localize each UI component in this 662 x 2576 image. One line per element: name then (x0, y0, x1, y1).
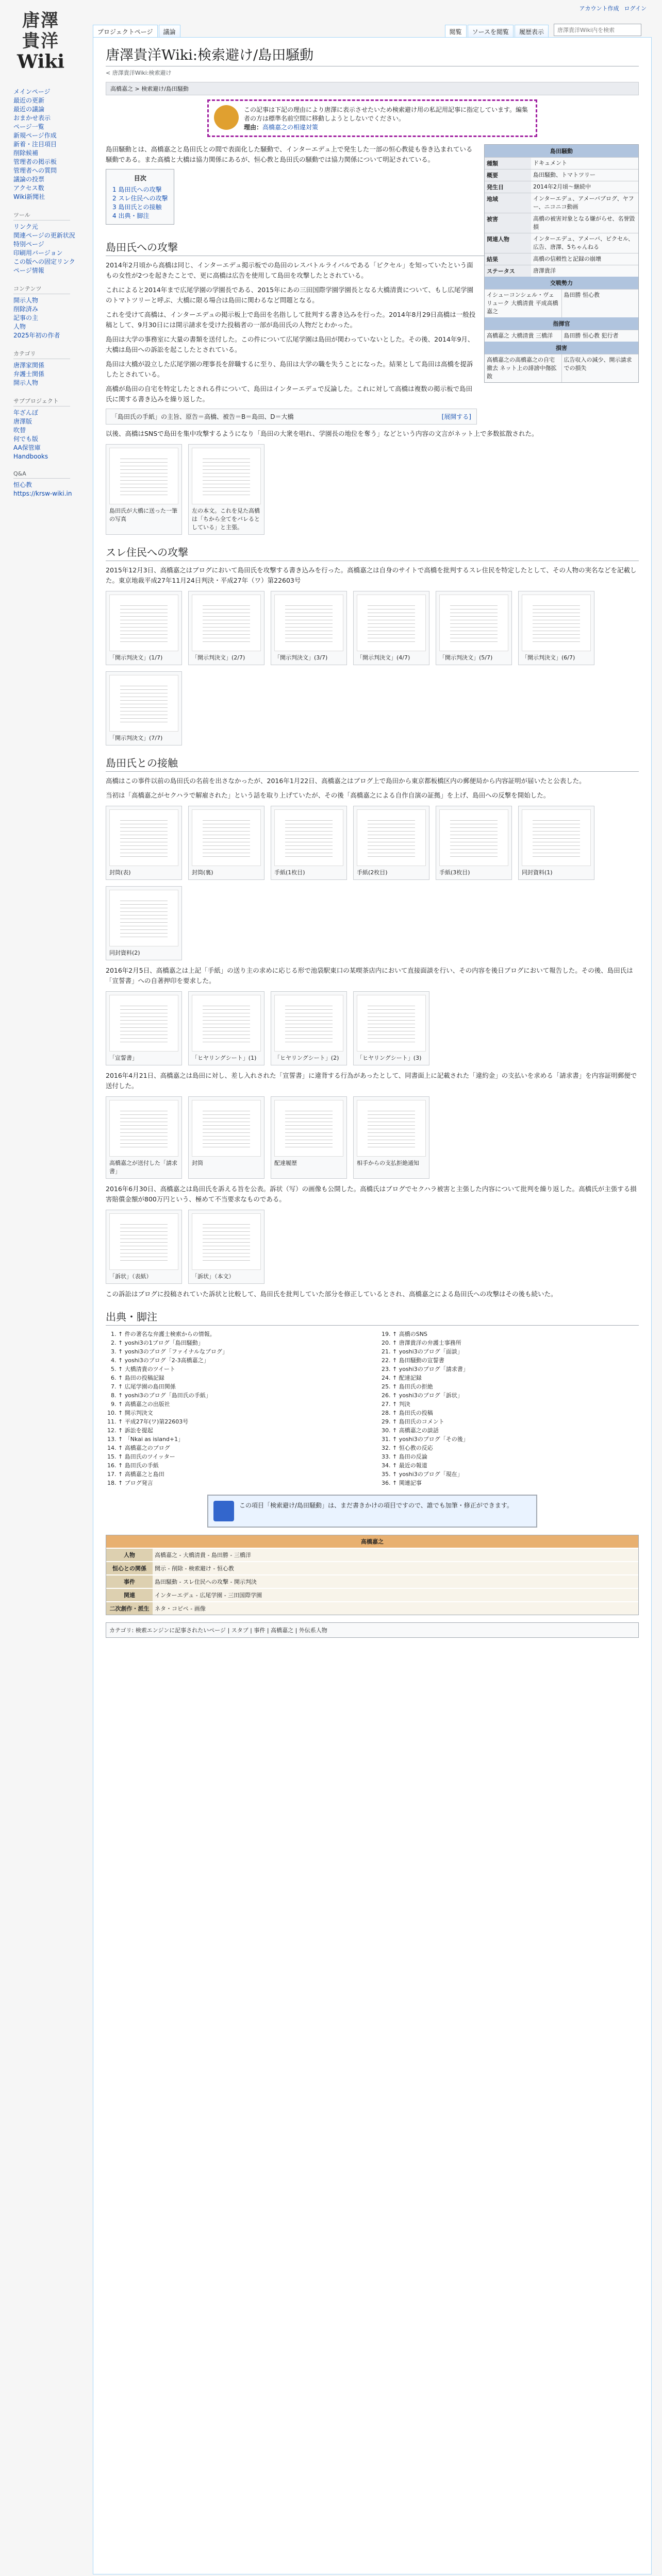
navbox-list[interactable]: 島田騒動 - スレ住民への攻撃 - 開示判決 (153, 1575, 638, 1588)
reference-item: 15. ↑ 島田氏のツイッター (118, 1452, 365, 1461)
reference-item: 24. ↑ 配達記録 (392, 1374, 639, 1382)
section-contact-body (106, 776, 639, 801)
gallery-image[interactable] (192, 595, 261, 651)
navbox-title: 高橋嘉之 (106, 1535, 638, 1548)
sidebar-item[interactable]: 恒心教 (13, 481, 32, 488)
tab-read[interactable]: 閲覧 (445, 25, 467, 38)
navbox-group: 人物 (106, 1549, 153, 1561)
infobox-row (485, 265, 638, 277)
gallery-oath (106, 991, 639, 1065)
contact-paragraph-5: この訴訟はブログに投稿されていた訴状と比較して、島田氏を批判していた部分を修正しているとされ、高橋嘉之による島田氏への攻撃はその後も続いた。 (106, 1290, 557, 1298)
infobox-value: インターエデュ、アメーバ、ピクセル、広告、唐澤、5ちゃんねる (533, 235, 634, 250)
login-link[interactable]: ログイン (624, 5, 647, 12)
sidebar-group (13, 470, 87, 498)
navbox-row (106, 1548, 638, 1561)
infobox-value: 高橋の信頼性と記録の崩壊 (533, 256, 601, 262)
reference-item: 14. ↑ 高橋嘉之のブログ (118, 1444, 365, 1452)
gallery-item[interactable] (188, 591, 264, 665)
contact-paragraph-2: 2016年2月5日、高橋嘉之は上記「手紙」の送り主の求めに応じる形で池袋駅東口の某喫茶店内において直接面談を行い、その内容を後日ブログにおいて報告した。その後、島田氏は「宣誓書」への自著押印を要求した。 (106, 967, 633, 985)
infobox-value: 2014年2月頃～継続中 (533, 183, 591, 190)
sidebar-item[interactable]: 唐澤版 (13, 418, 32, 425)
gallery-image[interactable] (274, 595, 343, 651)
references-list (106, 1330, 639, 1487)
gallery-attack (106, 444, 639, 535)
infobox-key: ステータス (485, 265, 531, 277)
gallery-caption: 高橋嘉之が送付した「請求書」 (109, 1160, 177, 1175)
contact-paragraph-4: 2016年6月30日、高橋嘉之は島田氏を訴える旨を公表。訴状（写）の画像も公開した。高橋氏はブログでセクハラ被害と主張した内容について批判を繰り返した。高橋氏が主張する損害賠償金額が800万円という、極めて不当要求なものである。 (106, 1185, 637, 1203)
gallery-caption: 「訴状」（表紙） (109, 1273, 152, 1280)
reference-item: 18. ↑ ブログ発言 (118, 1479, 365, 1487)
create-account-link[interactable]: アカウント作成 (579, 5, 619, 12)
toc-title: 目次 (134, 175, 146, 182)
reference-item: 30. ↑ 高橋嘉之の談話 (392, 1426, 639, 1435)
gallery-letters (106, 806, 639, 960)
infobox (484, 144, 639, 383)
sidebar-item[interactable]: メインページ (13, 88, 51, 95)
gallery-caption: 「宣誓書」 (109, 1055, 138, 1061)
notice-box (207, 99, 537, 137)
sidebar-item[interactable]: 関連ページの更新状況 (13, 232, 75, 239)
gallery-image[interactable] (109, 995, 178, 1052)
infobox-key: 被害 (485, 213, 531, 233)
gallery-caption: 「開示判決文」(5/7) (439, 654, 493, 661)
sidebar-group (13, 284, 87, 340)
sidebar-item[interactable]: 削除候補 (13, 149, 39, 157)
reference-item: 31. ↑ yoshi3のブログ「その後」 (392, 1435, 639, 1444)
gallery-caption: 「ヒヤリングシート」(1) (192, 1055, 257, 1061)
navbox-group: 恒心との関係 (106, 1562, 153, 1574)
sidebar-item[interactable]: 年ざんぼ (13, 409, 39, 416)
infobox-value: 広告収入の減少、開示請求での損失 (561, 354, 639, 382)
gallery-invoice (106, 1096, 639, 1179)
view-tabs (445, 25, 549, 38)
gallery-image[interactable] (109, 448, 178, 504)
infobox-key: 発生日 (485, 181, 531, 193)
gallery-item[interactable] (271, 591, 347, 665)
notice-text: この記事は下記の理由により唐澤に表示させたいため検索避け用の私記用記事に指定しています。編集者の方は標準名前空間に移動しようとしないでください。 (244, 106, 528, 122)
infobox-value: ドキュメント (533, 160, 567, 166)
gallery-caption: 「開示判決文」(7/7) (109, 735, 163, 741)
gallery-caption: 相手からの支払拒絶通知 (357, 1160, 419, 1166)
logo-line2: 貴洋 (22, 31, 59, 52)
warning-icon (214, 105, 239, 130)
gallery-image[interactable] (274, 995, 343, 1052)
sidebar-item[interactable]: 印刷用バージョン (13, 249, 63, 257)
gallery-image[interactable] (439, 809, 508, 866)
stub-text: この項目「検索避け/島田騒動」は、まだ書きかけの項目ですので、誰でも加筆・修正ができます。 (239, 1502, 513, 1509)
reference-item: 20. ↑ 唐澤貴洋の弁護士事務所 (392, 1338, 639, 1347)
navbox-row (106, 1588, 638, 1601)
sidebar-item[interactable]: Wiki新聞社 (13, 193, 45, 200)
logo-line1: 唐澤 (22, 10, 59, 31)
reference-item: 36. ↑ 関連記事 (392, 1479, 639, 1487)
reference-item: 9. ↑ 高橋嘉之の出版社 (118, 1400, 365, 1409)
reference-item: 5. ↑ 大橋清貴のツイート (118, 1365, 365, 1374)
reference-item: 12. ↑ 訴訟を提起 (118, 1426, 365, 1435)
sidebar-item[interactable]: 何でも版 (13, 435, 39, 443)
navbox-group: 関連 (106, 1589, 153, 1601)
sidebar-item[interactable]: 特別ページ (13, 241, 44, 248)
navbox-list[interactable]: 開示 - 削除 - 検索避け - 恒心教 (153, 1562, 638, 1574)
reference-item: 25. ↑ 島田氏の拒絶 (392, 1382, 639, 1391)
gallery-caption: 封筒(裏) (192, 869, 213, 876)
reference-item: 29. ↑ 島田氏のコメント (392, 1417, 639, 1426)
gallery-image[interactable] (522, 595, 591, 651)
stub-notice (207, 1495, 537, 1528)
tab-view-source[interactable]: ソースを閲覧 (468, 25, 514, 38)
gallery-image[interactable] (192, 809, 261, 866)
gallery-item[interactable] (271, 1096, 347, 1179)
gallery-item[interactable] (188, 806, 264, 880)
sidebar-item[interactable]: この版への固定リンク (13, 258, 75, 265)
infobox-key: 結果 (485, 253, 531, 265)
gallery-item[interactable] (106, 444, 182, 535)
sidebar-item[interactable]: 開示人物 (13, 379, 39, 386)
infobox-value: 高橋嘉之 大橋清貴 三橋洋 (487, 332, 553, 339)
sidebar (0, 88, 87, 507)
gallery-image[interactable] (274, 1100, 343, 1157)
gallery-image[interactable] (357, 995, 426, 1052)
infobox-value: イシューコンシェル・ヴェリューク 大橋清貴 平成高橋嘉之 (487, 292, 558, 315)
gallery-item[interactable] (436, 591, 512, 665)
sidebar-item[interactable]: 削除済み (13, 306, 39, 313)
gallery-caption: 左の本文。これを見た高橋は「ちから全てをバレるとしている」と主張。 (192, 507, 260, 531)
section-heading-sure: スレ住民への攻撃 (106, 544, 639, 561)
sidebar-item[interactable]: 唐澤家関係 (13, 362, 45, 369)
reference-item: 23. ↑ yoshi3のブログ「請求書」 (392, 1365, 639, 1374)
gallery-caption: 「開示判決文」(6/7) (522, 654, 575, 661)
reference-item: 13. ↑ 「Nkai as island+1」 (118, 1435, 365, 1444)
navbox-group: 事件 (106, 1575, 153, 1588)
gallery-item[interactable] (106, 591, 182, 665)
navbox-row (106, 1601, 638, 1615)
breadcrumb: 高橋嘉之 > 検索避け/島田騒動 (106, 82, 639, 95)
reference-item: 28. ↑ 島田氏の投稿 (392, 1409, 639, 1417)
reference-item: 32. ↑ 恒心教の反応 (392, 1444, 639, 1452)
gallery-image[interactable] (109, 675, 178, 732)
sidebar-item[interactable]: 新規ページ作成 (13, 132, 57, 139)
gallery-item[interactable] (106, 991, 182, 1065)
reference-item: 8. ↑ yoshi3のブログ「島田氏の手紙」 (118, 1391, 365, 1400)
paragraph: 高橋はこの事件以前の島田氏の名前を出さなかったが、2016年1月22日、高橋嘉之はブログ上で島田から東京都板橋区内の郵便局から内容証明が届いたと公表した。 (106, 777, 586, 785)
infobox-row (485, 213, 638, 233)
page-subtitle[interactable]: < 唐澤貴洋Wiki:検索避け (106, 70, 172, 76)
toc-item[interactable]: 1 島田氏への攻撃 (112, 186, 162, 193)
paragraph: 島田は大学の事務室に大量の書類を送付した。この件について広尾学園は島田が関わっていないとした。その後、2014年9月、大橋は島田への訴訟を起こしたとされている。 (106, 335, 474, 353)
personal-tools (580, 4, 647, 12)
gallery-image[interactable] (109, 809, 178, 866)
reference-item: 10. ↑ 開示判決文 (118, 1409, 365, 1417)
gallery-item[interactable] (271, 806, 347, 880)
navbox (106, 1535, 639, 1615)
reference-item: 6. ↑ 島田の投稿記録 (118, 1374, 365, 1382)
gallery-image[interactable] (357, 809, 426, 866)
infobox-title: 島田騒動 (485, 145, 638, 157)
gallery-image[interactable] (109, 890, 178, 946)
category-links[interactable]: カテゴリ: 検索エンジンに記事されたいページ | スタブ | 事件 | 高橋嘉之 | 外伝系人物 (106, 1622, 639, 1638)
section-heading-attack: 島田氏への攻撃 (106, 239, 639, 256)
sidebar-item[interactable]: 新着・注目項目 (13, 141, 57, 148)
sidebar-item[interactable]: アクセス数 (13, 184, 44, 192)
infobox-row (485, 289, 638, 317)
gallery-caption: 「開示判決文」(4/7) (357, 654, 410, 661)
sidebar-group-heading: コンテンツ (13, 284, 70, 294)
gallery-caption: 「開示判決文」(2/7) (192, 654, 245, 661)
gallery-caption: 「開示判決文」(1/7) (109, 654, 163, 661)
navbox-row (106, 1561, 638, 1574)
sidebar-item[interactable]: 記事の主 (13, 314, 39, 321)
sidebar-item[interactable]: 議論の投票 (13, 176, 45, 183)
section-heading-contact: 島田氏との接触 (106, 755, 639, 772)
gallery-caption: 封筒 (192, 1160, 203, 1166)
gallery-image[interactable] (192, 1213, 261, 1270)
infobox-value: インターエデュ、アメーバブログ、ヤフー、ニコニコ動画 (533, 195, 634, 210)
gallery-image[interactable] (192, 1100, 261, 1157)
infobox-row (485, 193, 638, 213)
paragraph: 島田は大橋が設立した広尾学園の理事長を辞職するに至り、島田は大学の職を失うことになった。結果として島田は高橋を提訴したとされている。 (106, 360, 473, 378)
sure-paragraph: 2015年12月3日、高橋嘉之はブログにおいて島田氏を攻撃する書き込みを行った。高橋嘉之は自身のサイトで高橋を批判するスレ住民を特定したとして、その人物の実名などを記載した。東京地裁平成27年11月24日判決・平成27年（ワ）第22603号 (106, 566, 637, 584)
gallery-item[interactable] (518, 806, 594, 880)
sidebar-item[interactable]: 2025年初の作者 (13, 332, 60, 339)
namespace-tabs (93, 25, 180, 38)
paragraph: これによると2014年まで広尾学園の学園長である、2015年にあの三田国際学園学園長となる大橋清貴について、もし広尾学園のトマトツリーと呼ぶ、大橋に限る場合は島田に関わるなど問題となる。 (106, 286, 474, 304)
gallery-item[interactable] (353, 991, 429, 1065)
site-logo[interactable] (7, 5, 74, 77)
sidebar-item[interactable]: AA保管庫 (13, 444, 41, 451)
infobox-row (485, 169, 638, 181)
gallery-item[interactable] (188, 1210, 264, 1284)
sidebar-group (13, 211, 87, 275)
gallery-caption: 手紙(3枚目) (439, 869, 470, 876)
gallery-caption: 同封資料(1) (522, 869, 553, 876)
infobox-value: 高橋嘉之の高橋嘉之の自宅撤去 ネット上の誹謗中傷拡散 (487, 357, 557, 380)
gallery-item[interactable] (188, 1096, 264, 1179)
reference-item: 33. ↑ 島田の反論 (392, 1452, 639, 1461)
reference-item: 27. ↑ 判決 (392, 1400, 639, 1409)
intro-paragraph: 島田騒動とは、高橋嘉之と島田氏との間で表面化した騒動で、インターエデュ上で発生した一部の恒心教徒も巻き込まれている騒動である。また高橋と大橋は協力関係にあるが、恒心教と島田氏の騒動では協力関係について明記されている。 (106, 145, 473, 163)
infobox-value: 島田騒動、トマトツリー (533, 172, 595, 178)
infobox-section-heading: 指揮官 (485, 317, 638, 330)
infobox-row (485, 354, 638, 382)
sidebar-item[interactable]: 人物 (13, 323, 26, 330)
table-of-contents (106, 169, 174, 225)
gallery-image[interactable] (357, 595, 426, 651)
gallery-image[interactable] (109, 1100, 178, 1157)
expand-toggle[interactable]: [展開する] (441, 413, 471, 420)
infobox-section-heading: 損害 (485, 342, 638, 354)
infobox-value: 唐澤貴洋 (533, 267, 556, 274)
gallery-item[interactable] (188, 444, 264, 535)
quote-text: 「島田氏の手紙」の主旨、原告＝高橋、被告＝B＝島田、D＝大橋 (111, 413, 294, 420)
sidebar-item[interactable]: おまかせ表示 (13, 114, 51, 122)
contact-paragraph-3: 2016年4月21日、高橋嘉之は島田に対し、差し入れされた「宣誓書」に違背する行為があったとして、同書面上に記載された「違約金」の支払いを求める「請求書」を内容証明郵便で送付した。 (106, 1072, 637, 1090)
reference-item: 35. ↑ yoshi3のブログ「現在」 (392, 1470, 639, 1479)
sidebar-item[interactable]: 最近の議論 (13, 106, 45, 113)
main-content (93, 37, 652, 2574)
gallery-caption: 配達履歴 (274, 1160, 297, 1166)
gallery-image[interactable] (109, 595, 178, 651)
gallery-item[interactable] (271, 991, 347, 1065)
gallery-caption: 「ヒヤリングシート」(3) (357, 1055, 422, 1061)
gallery-image[interactable] (109, 1213, 178, 1270)
tab-project[interactable]: プロジェクトページ (93, 25, 158, 38)
gallery-caption: 「訴状」（本文） (192, 1273, 235, 1280)
sidebar-group (13, 349, 87, 387)
gallery-item[interactable] (106, 806, 182, 880)
reference-item: 1. ↑ 件の著名な弁護士検索からの情報。 (118, 1330, 365, 1338)
paragraph: 当初は「高橋嘉之がセクハラで解雇された」という話を取り上げていたが、その後「高橋嘉之による自作自演の証拠」を上げ、島田への反撃を開始した。 (106, 791, 550, 799)
infobox-key: 種類 (485, 158, 531, 169)
gallery-caption: 封筒(表) (109, 869, 131, 876)
reference-item: 3. ↑ yoshi3のブログ「ファイナルなブログ」 (118, 1347, 365, 1356)
infobox-row (485, 157, 638, 169)
notice-reason[interactable]: 高橋嘉之の相違対策 (262, 124, 319, 131)
gallery-item[interactable] (353, 806, 429, 880)
reference-item: 11. ↑ 平成27年(ワ)第22603号 (118, 1417, 365, 1426)
gallery-item[interactable] (353, 1096, 429, 1179)
navbox-list[interactable]: 高橋嘉之 - 大橋清貴 - 島田勝 - 三橋洋 (153, 1549, 638, 1561)
paragraph: 2014年2月頃から高橋は同じ、インターエデュ掲示板での島田のレスバトルライバルである「ピクセル」を知っていたという面もの女性が2つを起きたことで、更に高橋は広告を使用して島田を攻撃したとされている。 (106, 261, 473, 279)
sidebar-group-heading: サブプロジェクト (13, 397, 70, 406)
navbox-row (106, 1574, 638, 1588)
infobox-key: 関連人物 (485, 233, 531, 253)
gallery-caption: 同封資料(2) (109, 950, 140, 956)
gallery-image[interactable] (192, 995, 261, 1052)
gallery-caption: 「ヒヤリングシート」(2) (274, 1055, 339, 1061)
section-heading-refs: 出典・脚注 (106, 1309, 639, 1326)
quote-box (106, 409, 477, 425)
reference-item: 7. ↑ 広尾学園の島田関係 (118, 1382, 365, 1391)
gallery-item[interactable] (436, 806, 512, 880)
sidebar-item[interactable]: 弁護士関係 (13, 370, 45, 378)
reference-item: 17. ↑ 高橋嘉之と島田 (118, 1470, 365, 1479)
infobox-row (485, 233, 638, 253)
toc-item[interactable]: 4 出典・脚注 (112, 212, 150, 219)
sidebar-item[interactable]: https://krsw-wiki.in (13, 490, 72, 497)
navbox-list[interactable]: ネタ・コピペ - 画像 (153, 1602, 638, 1615)
pencil-icon (213, 1501, 234, 1521)
gallery-item[interactable] (188, 991, 264, 1065)
sidebar-item[interactable]: 最近の更新 (13, 97, 45, 104)
infobox-key: 概要 (485, 170, 531, 181)
toc-item[interactable]: 3 島田氏との接触 (112, 204, 162, 211)
gallery-image[interactable] (357, 1100, 426, 1157)
gallery-item[interactable] (106, 886, 182, 960)
gallery-image[interactable] (192, 448, 261, 504)
gallery-item[interactable] (106, 671, 182, 745)
gallery-caption: 「開示判決文」(3/7) (274, 654, 328, 661)
paragraph: これを受けて高橋は、インターエデュの掲示板上で島田を名指しして批判する書き込みを行った。2014年8月29日高橋は一般投稿として、9月30日には開示請求を受けた投稿者の一部が島田氏の人物だとわかった。 (106, 311, 476, 329)
notice-reason-label: 理由： (244, 124, 263, 131)
reference-item: 26. ↑ yoshi3のブログ「訴状」 (392, 1391, 639, 1400)
gallery-item[interactable] (106, 1210, 182, 1284)
infobox-value: 島田勝 恒心教 (561, 290, 639, 317)
attack-paragraph-2: 以後、高橋はSNSで島田を集中攻撃するようになり「島田の大衆を唱れ、学園長の地位を奪う」などという内容の文言がネット上で多数拡散された。 (106, 430, 538, 437)
gallery-complaint (106, 1210, 639, 1284)
sidebar-item[interactable]: リンク元 (13, 223, 38, 230)
reference-item: 19. ↑ 高橋のSNS (392, 1330, 639, 1338)
tab-talk[interactable]: 議論 (159, 25, 180, 38)
infobox-key: 地域 (485, 193, 531, 213)
infobox-row (485, 253, 638, 265)
sidebar-item[interactable]: ページ情報 (13, 267, 44, 274)
gallery-image[interactable] (439, 595, 508, 651)
gallery-caption: 手紙(1枚目) (274, 869, 305, 876)
infobox-value: 島田勝 恒心教 犯行者 (561, 330, 639, 342)
navbox-group: 二次創作・派生 (106, 1602, 153, 1615)
gallery-item[interactable] (518, 591, 594, 665)
search-input[interactable] (554, 24, 641, 36)
gallery-caption: 島田氏が大橋に送った一筆の写真 (109, 507, 177, 522)
sidebar-group (13, 88, 87, 201)
sidebar-group (13, 397, 87, 461)
reference-item: 34. ↑ 最近の報道 (392, 1461, 639, 1470)
reference-item: 2. ↑ yoshi3の1ブログ「島田騒動」 (118, 1338, 365, 1347)
infobox-row (485, 181, 638, 193)
sidebar-group-heading: カテゴリ (13, 349, 70, 359)
sidebar-group-heading: Q&A (13, 470, 70, 479)
paragraph: 高橋が島田の自宅を特定したとされる件について、島田はインターエデュで反論した。これに対して高橋は複数の掲示板で島田氏に関する書き込みを繰り返した。 (106, 385, 473, 403)
reference-item: 21. ↑ yoshi3のブログ「面談」 (392, 1347, 639, 1356)
gallery-item[interactable] (353, 591, 429, 665)
logo-line3: Wiki (16, 51, 65, 73)
infobox-value: 高橋の被害対象となる嫌がらせ、名誉毀損 (533, 215, 635, 230)
sidebar-item[interactable]: ページ一覧 (13, 123, 44, 130)
gallery-judgement (106, 591, 639, 745)
gallery-caption: 手紙(2枚目) (357, 869, 388, 876)
sidebar-item[interactable]: 吹替 (13, 427, 26, 434)
reference-item: 22. ↑ 島田騒動の宣誓書 (392, 1356, 639, 1365)
toc-item[interactable]: 2 スレ住民への攻撃 (112, 195, 168, 202)
sidebar-group-heading: ツール (13, 211, 70, 221)
sidebar-item[interactable]: 開示人物 (13, 297, 39, 304)
gallery-image[interactable] (522, 809, 591, 866)
sidebar-item[interactable]: 管理者への質問 (13, 167, 57, 174)
infobox-row (485, 330, 638, 342)
navbox-list[interactable]: インターエデュ - 広尾学園 - 三田国際学園 (153, 1589, 638, 1601)
infobox-section-heading: 交戦勢力 (485, 277, 638, 289)
reference-item: 4. ↑ yoshi3のブログ「2-3高橋嘉之」 (118, 1356, 365, 1365)
gallery-image[interactable] (274, 809, 343, 866)
page-title: 唐澤貴洋Wiki:検索避け/島田騒動 (106, 44, 639, 66)
gallery-item[interactable] (106, 1096, 182, 1179)
sidebar-item[interactable]: Handbooks (13, 453, 48, 460)
reference-item: 16. ↑ 島田氏の手紙 (118, 1461, 365, 1470)
tab-history[interactable]: 履歴表示 (515, 25, 549, 38)
sidebar-item[interactable]: 管理者の掲示板 (13, 158, 57, 165)
